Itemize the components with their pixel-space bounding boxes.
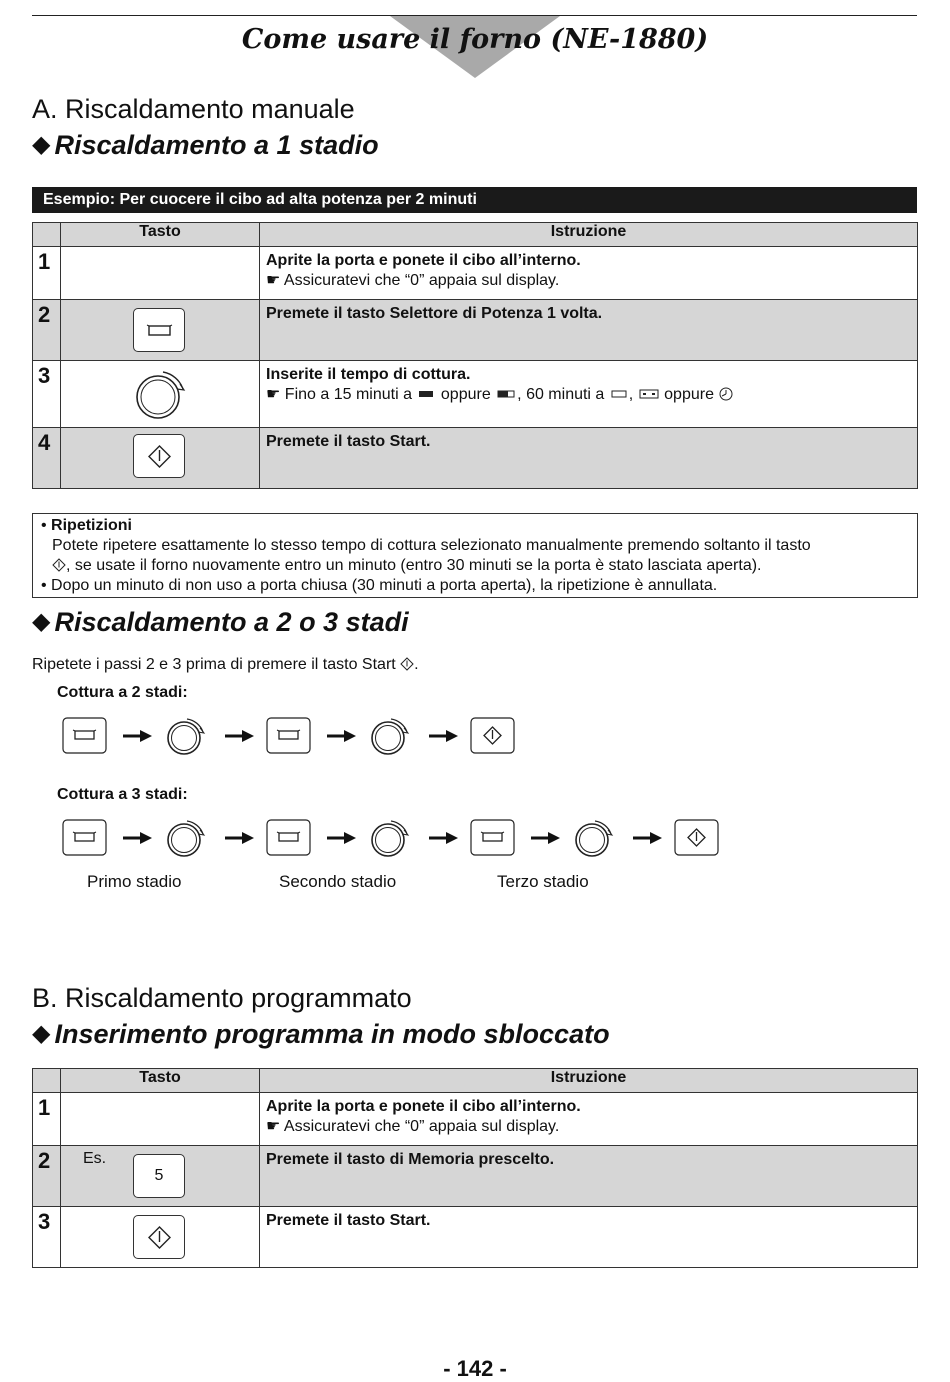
instruction-note: Assicuratevi che “0” appaia sul display. <box>283 1118 560 1135</box>
instruction-text: Inserite il tempo di cottura. <box>266 366 471 383</box>
arrow-right-icon <box>224 728 256 744</box>
hand-pointer-icon: ☛ <box>266 1118 281 1135</box>
table-row <box>33 428 918 489</box>
note-part: , 60 minuti a <box>517 386 605 403</box>
col-header-key: Tasto <box>61 1069 260 1093</box>
power-selector-key[interactable] <box>266 818 312 858</box>
repeat-note-box <box>32 513 918 598</box>
table-row <box>33 1207 918 1268</box>
medium-power-icon <box>495 388 517 400</box>
arrow-right-icon <box>428 728 460 744</box>
dial-knob-icon[interactable] <box>368 716 414 756</box>
key-cell <box>61 247 260 300</box>
diamond-bullet-icon: ◆ <box>32 1020 51 1047</box>
key-cell <box>61 428 260 489</box>
instruction-cell <box>260 1093 918 1146</box>
instruction-cell <box>260 300 918 361</box>
instruction-cell <box>260 1146 918 1207</box>
steps-table-a <box>32 222 918 489</box>
arrow-right-icon <box>428 830 460 846</box>
power-selector-key[interactable] <box>266 716 312 756</box>
defrost-power-icon <box>638 388 660 400</box>
col-header-instruction: Istruzione <box>260 1069 918 1093</box>
instruction-text: Aprite la porta e ponete il cibo all’interno. <box>266 1098 581 1115</box>
arrow-right-icon <box>530 830 562 846</box>
table-row <box>33 361 918 428</box>
table-row <box>33 1146 918 1207</box>
key-cell <box>61 300 260 361</box>
step-number: 3 <box>33 361 61 428</box>
page-number: - 142 - <box>443 1356 507 1381</box>
table-row <box>33 300 918 361</box>
instruction-text: Premete il tasto Start. <box>266 433 431 450</box>
two-stage-sequence <box>0 712 950 762</box>
instruction-cell <box>260 247 918 300</box>
dial-knob-icon[interactable] <box>368 818 414 858</box>
example-banner: Esempio: Per cuocere il cibo ad alta potenza per 2 minuti <box>32 187 917 213</box>
repeat-line-2-wrap <box>41 556 917 576</box>
low-power-icon <box>609 388 629 400</box>
multi-stage-intro-text: Ripetete i passi 2 e 3 prima di premere il tasto Start <box>32 656 396 673</box>
start-key[interactable] <box>470 716 516 756</box>
two-stage-label: Cottura a 2 stadi: <box>57 684 188 701</box>
three-stage-sequence <box>0 814 950 864</box>
subheading-1-stage-text: Riscaldamento a 1 stadio <box>54 130 379 160</box>
step-number: 1 <box>33 247 61 300</box>
key-cell <box>61 1207 260 1268</box>
arrow-right-icon <box>122 830 154 846</box>
power-selector-key[interactable] <box>62 716 108 756</box>
instruction-text: Aprite la porta e ponete il cibo all’interno. <box>266 252 581 269</box>
page-title: Come usare il forno (NE-1880) <box>241 24 709 55</box>
steps-table-b <box>32 1068 918 1268</box>
section-b-heading: B. Riscaldamento programmato <box>32 983 412 1013</box>
three-stage-label: Cottura a 3 stadi: <box>57 786 188 803</box>
note-part: oppure <box>440 386 491 403</box>
power-selector-key[interactable] <box>133 308 185 352</box>
subheading-program <box>32 1019 610 1050</box>
step-number: 1 <box>33 1093 61 1146</box>
note-part: oppure <box>664 386 714 403</box>
arrow-right-icon <box>326 830 358 846</box>
bullet: • <box>41 517 52 534</box>
start-icon <box>400 657 414 671</box>
instruction-text: Premete il tasto Start. <box>266 1212 431 1229</box>
instruction-text: Premete il tasto Selettore di Potenza 1 volta. <box>266 305 603 322</box>
arrow-right-icon <box>224 830 256 846</box>
table-row <box>33 1093 918 1146</box>
power-selector-key[interactable] <box>62 818 108 858</box>
step-number: 2 <box>33 1146 61 1207</box>
arrow-right-icon <box>326 728 358 744</box>
start-key[interactable] <box>133 1215 185 1259</box>
step-number: 4 <box>33 428 61 489</box>
memory-key-5[interactable] <box>133 1154 185 1198</box>
arrow-right-icon <box>122 728 154 744</box>
start-icon <box>52 558 66 572</box>
hand-pointer-icon: ☛ <box>266 272 281 289</box>
col-header-instruction: Istruzione <box>260 223 918 247</box>
diamond-bullet-icon: ◆ <box>32 608 51 635</box>
instruction-cell <box>260 428 918 489</box>
subheading-1-stage <box>32 130 379 161</box>
key-cell <box>61 361 260 428</box>
dial-knob-icon[interactable] <box>164 818 210 858</box>
stage-label-3: Terzo stadio <box>497 872 589 891</box>
diamond-bullet-icon: ◆ <box>32 131 51 158</box>
hand-pointer-icon: ☛ <box>266 386 281 403</box>
note-part: Fino a 15 minuti a <box>284 386 412 403</box>
example-label: Es. <box>83 1150 107 1167</box>
memory-key-label: 5 <box>154 1167 164 1184</box>
key-cell <box>61 1146 260 1207</box>
stage-label-1: Primo stadio <box>87 872 182 891</box>
power-selector-key[interactable] <box>470 818 516 858</box>
instruction-text: Premete il tasto di Memoria prescelto. <box>266 1151 555 1168</box>
high-power-icon <box>416 388 436 400</box>
dial-knob-icon[interactable] <box>572 818 618 858</box>
table-corner <box>33 223 61 247</box>
clock-icon <box>718 387 734 401</box>
subheading-multi-stage <box>32 607 409 638</box>
instruction-note: Assicuratevi che “0” appaia sul display. <box>283 272 560 289</box>
repeat-line-2: , se usate il forno nuovamente entro un minuto (entro 30 minuti se la porta è stato lasciata aperta). <box>66 557 762 574</box>
multi-stage-intro: Ripetete i passi 2 e 3 prima di premere il tasto Start . <box>32 656 419 673</box>
table-row <box>33 247 918 300</box>
repeat-title: Ripetizioni <box>51 517 132 534</box>
dial-knob-icon[interactable] <box>164 716 210 756</box>
step-number: 3 <box>33 1207 61 1268</box>
bullet: • <box>41 577 52 594</box>
col-header-key: Tasto <box>61 223 260 247</box>
instruction-cell <box>260 361 918 428</box>
start-key[interactable] <box>674 818 720 858</box>
table-corner <box>33 1069 61 1093</box>
arrow-right-icon <box>632 830 664 846</box>
stage-label-2: Secondo stadio <box>279 872 397 891</box>
subheading-program-text: Inserimento programma in modo sbloccato <box>54 1019 610 1049</box>
start-icon <box>134 1216 186 1260</box>
power-level-icon <box>134 309 186 353</box>
note-part: , <box>628 386 634 403</box>
instruction-cell <box>260 1207 918 1268</box>
repeat-line-3: Dopo un minuto di non uso a porta chiusa (30 minuti a porta aperta), la ripetizione è annullata. <box>51 577 718 594</box>
key-cell <box>61 1093 260 1146</box>
start-key[interactable] <box>133 434 185 478</box>
step-number: 2 <box>33 300 61 361</box>
section-a-heading: A. Riscaldamento manuale <box>32 94 355 124</box>
dial-knob-icon[interactable] <box>131 367 191 423</box>
repeat-line-1: Potete ripetere esattamente lo stesso tempo di cottura selezionato manualmente premendo soltanto il tasto <box>52 537 811 554</box>
subheading-multi-stage-text: Riscaldamento a 2 o 3 stadi <box>54 607 409 637</box>
start-icon <box>134 435 186 479</box>
